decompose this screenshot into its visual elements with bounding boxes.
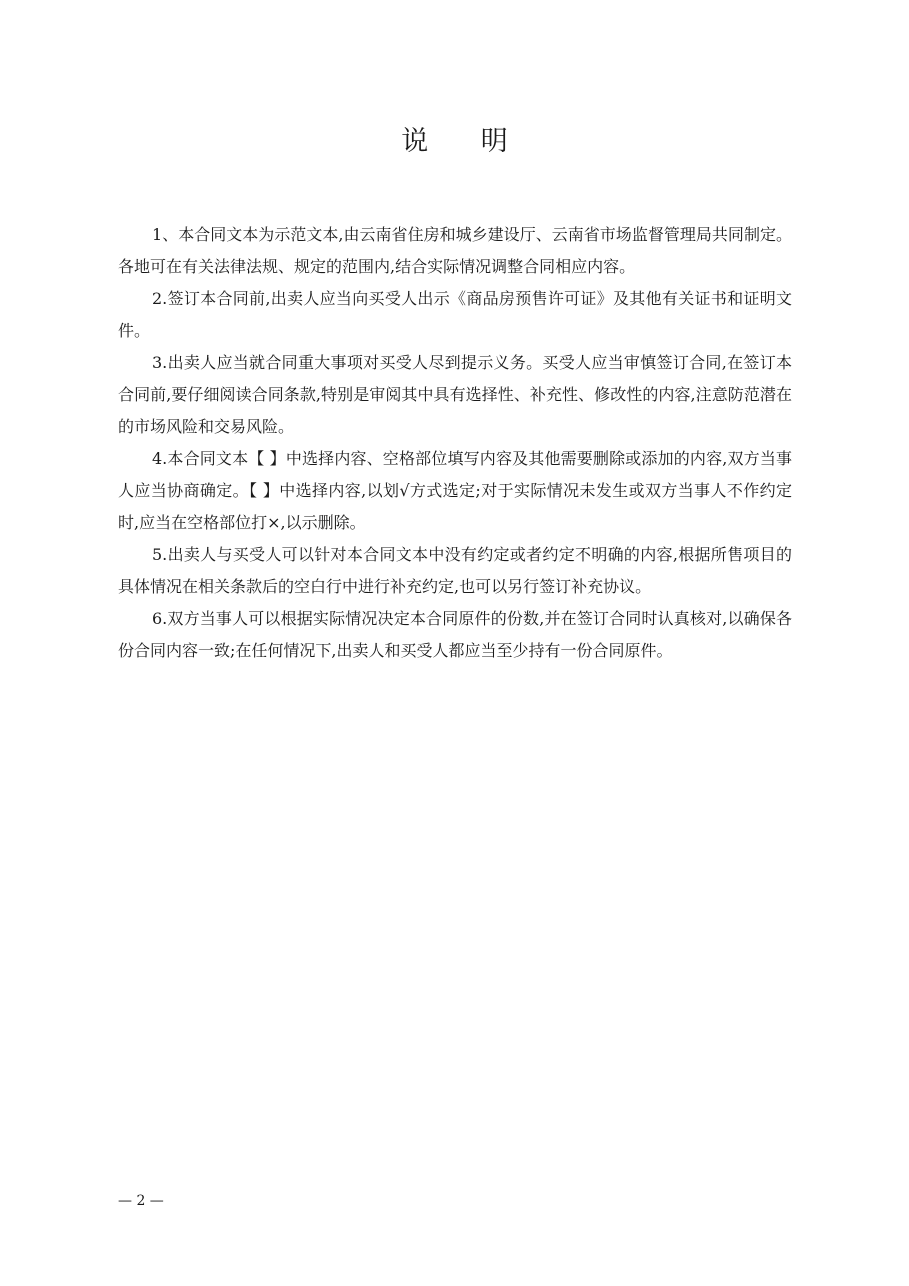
instruction-paragraph-1: 1、本合同文本为示范文本,由云南省住房和城乡建设厅、云南省市场监督管理局共同制定。各地可在有关法律法规、规定的范围内,结合实际情况调整合同相应内容。 <box>118 225 792 276</box>
instruction-paragraph-2: 2.签订本合同前,出卖人应当向买受人出示《商品房预售许可证》及其他有关证书和证明文件。 <box>118 289 792 340</box>
page-number: — 2 — <box>118 1193 164 1209</box>
instruction-paragraph-6: 6.双方当事人可以根据实际情况决定本合同原件的份数,并在签订合同时认真核对,以确保各份合同内容一致;在任何情况下,出卖人和买受人都应当至少持有一份合同原件。 <box>118 609 792 660</box>
instruction-paragraph-5: 5.出卖人与买受人可以针对本合同文本中没有约定或者约定不明确的内容,根据所售项目的具体情况在相关条款后的空白行中进行补充约定,也可以另行签订补充协议。 <box>118 545 792 596</box>
page-title: 说 明 <box>401 126 530 157</box>
instructions-body <box>118 219 792 667</box>
instruction-paragraph-4: 4.本合同文本【 】中选择内容、空格部位填写内容及其他需要删除或添加的内容,双方当事人应当协商确定。【 】中选择内容,以划√方式选定;对于实际情况未发生或双方当事人不作约定时,应当在空格部位打×,以示删除。 <box>118 449 792 532</box>
instruction-paragraph-3: 3.出卖人应当就合同重大事项对买受人尽到提示义务。买受人应当审慎签订合同,在签订本合同前,要仔细阅读合同条款,特别是审阅其中具有选择性、补充性、修改性的内容,注意防范潜在的市场风险和交易风险。 <box>118 353 792 436</box>
